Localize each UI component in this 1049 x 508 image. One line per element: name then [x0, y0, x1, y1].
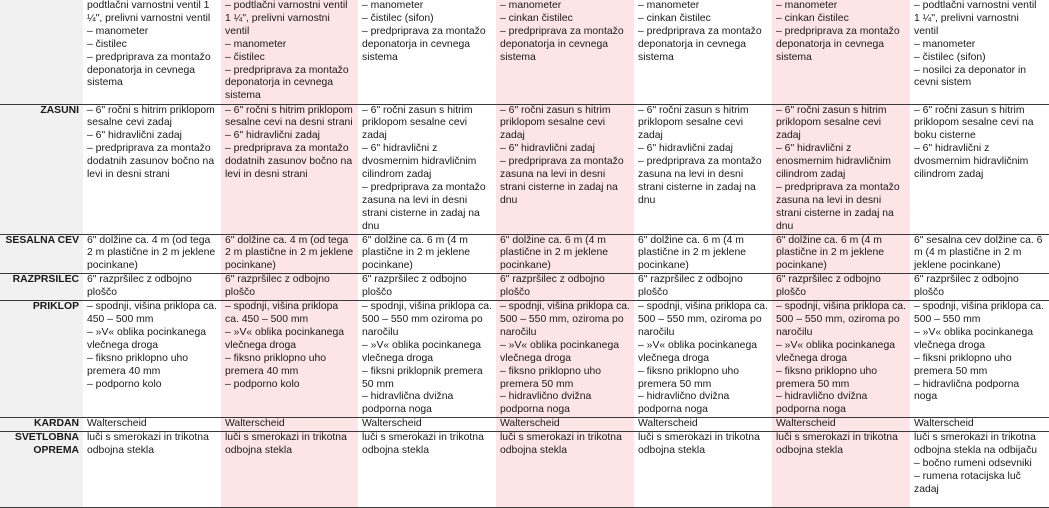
table-cell	[83, 418, 221, 432]
cell-line: – podtlačni varnostni ventil 1 ¼", prelivni varnostni ventil	[914, 0, 1037, 37]
table-cell	[496, 234, 634, 274]
cell-line: podtlačni varnostni ventil 1 ¼", prelivni varnostni ventil	[87, 0, 211, 24]
cell-line: – hidravlična dvižna podporna noga	[362, 391, 454, 416]
table-cell	[910, 104, 1049, 234]
cell-line: – manometer	[225, 38, 287, 50]
cell-line: – predpriprava za montažo zasuna na levi in desni strani cisterne in zadaj na dnu	[500, 156, 624, 206]
row-label: ZASUNI	[0, 104, 83, 234]
cell-line: – hidravlično dvižna podporna noga	[638, 391, 730, 416]
cell-line: – manometer	[362, 0, 424, 11]
cell-line: – spodnji, višina priklopa ca. 450 – 500 mm	[225, 301, 339, 325]
table-cell	[83, 432, 221, 508]
table-cell	[496, 104, 634, 234]
table-cell	[83, 0, 221, 104]
cell-line: – cinkan čistilec	[500, 12, 573, 24]
cell-line: – podporno kolo	[225, 378, 300, 390]
table-row	[0, 234, 1049, 274]
cell-line: – 6" ročni zasun s hitrim priklopom sesalne cevi zadaj	[500, 104, 611, 142]
table-cell	[221, 432, 358, 508]
cell-line: luči s smerokazi in trikotna odbojna stekla	[776, 432, 898, 457]
cell-line: – fiksno priklopno uho premera 40 mm	[87, 352, 189, 377]
cell-line: – čistilec (sifon)	[914, 51, 986, 63]
cell-line: luči s smerokazi in trikotna odbojna stekla	[500, 432, 622, 457]
table-row	[0, 301, 1049, 418]
cell-line: – 6" ročni zasun s hitrim priklopom sesalne cevi zadaj	[776, 104, 887, 142]
cell-line: – predpriprava za montažo deponatorja in cevnega sistema	[500, 25, 624, 63]
table-cell	[634, 301, 772, 418]
table-cell	[83, 274, 221, 301]
cell-line: 6" razpršilec z odbojno ploščo	[87, 274, 192, 299]
cell-line: Walterscheid	[225, 418, 285, 430]
cell-line: 6" razpršilec z odbojno ploščo	[225, 274, 330, 299]
cell-line: 6" razpršilec z odbojno ploščo	[362, 274, 467, 299]
table-cell	[772, 418, 910, 432]
table-cell	[772, 301, 910, 418]
cell-line: Walterscheid	[638, 418, 698, 430]
row-label: PRIKLOP	[0, 301, 83, 418]
cell-line: – hidravlično dvižna podporna noga	[776, 391, 868, 416]
cell-line: – bočno rumeni odsevniki	[914, 457, 1032, 469]
table-cell	[910, 0, 1049, 104]
cell-line: – 6" ročni zasun s hitrim priklopom sesalne cevi zadaj	[362, 104, 473, 142]
table-cell	[772, 274, 910, 301]
table-row	[0, 432, 1049, 508]
cell-line: – čistilec (sifon)	[362, 12, 434, 24]
cell-line: 6" dolžine ca. 4 m (od tega 2 m plastične in 2 m jeklene pocinkane)	[87, 234, 216, 272]
cell-line: – 6" ročni zasun s hitrim priklopom sesalne cevi na boku cisterne	[914, 104, 1034, 142]
table-cell	[910, 418, 1049, 432]
cell-line: – spodnji, višina priklopa ca. 500 – 550 mm, oziroma po naročilu	[776, 301, 906, 338]
cell-line: – predpriprava za montažo deponatorja in cevnega sistema	[776, 25, 900, 63]
table-cell	[496, 432, 634, 508]
table-cell	[910, 234, 1049, 274]
cell-line: – predpriprava za montažo dodatnih zasunov bočno na levi in desni strani	[225, 143, 353, 181]
cell-line: – spodnji, višina priklopa ca. 500 – 550 mm oziroma po naročilu	[362, 301, 492, 338]
table-cell	[221, 0, 358, 104]
cell-line: – cinkan čistilec	[776, 12, 849, 24]
cell-line: – predpriprava za montažo dodatnih zasunov bočno na levi in desni strani	[87, 143, 215, 181]
cell-line: – »V« oblika pocinkanega vlečnega droga	[500, 339, 620, 364]
cell-line: 6" razpršilec z odbojno ploščo	[638, 274, 743, 299]
table-cell	[496, 274, 634, 301]
cell-line: – fiksno priklopno uho premera 50 mm	[500, 365, 602, 390]
cell-line: – predpriprava za montažo zasuna na levi in desni strani cisterne in zadaj na dnu	[362, 181, 486, 232]
cell-line: luči s smerokazi in trikotna odbojna stekla	[362, 432, 484, 457]
table-cell	[358, 301, 496, 418]
cell-line: – predpriprava za montažo zasuna na levi in desni strani cisterne in zadaj na dnu	[638, 156, 762, 206]
table-cell	[772, 432, 910, 508]
cell-line: – fiksno priklopno uho premera 50 mm	[776, 365, 878, 390]
table-cell	[358, 104, 496, 234]
cell-line: Walterscheid	[500, 418, 560, 430]
cell-line: – podporno kolo	[87, 378, 162, 390]
cell-line: – »V« oblika pocinkanega vlečnega droga	[362, 339, 482, 364]
cell-line: – predpriprava za montažo zasuna na levi in desni strani cisterne in zadaj na dnu	[776, 181, 900, 232]
cell-line: – manometer	[776, 0, 838, 11]
cell-line: – 6" hidravlični z dvosmernim hidravličnim cilindrom zadaj	[914, 143, 1029, 181]
cell-line: 6" razpršilec z odbojno ploščo	[500, 274, 605, 299]
cell-line: – manometer	[500, 0, 562, 11]
table-cell	[772, 104, 910, 234]
table-cell	[221, 418, 358, 432]
table-cell	[83, 301, 221, 418]
cell-line: – manometer	[914, 38, 976, 50]
cell-line: – 6" hidravlični z dvosmernim hidravličnim cilindrom zadaj	[362, 143, 477, 181]
table-row	[0, 418, 1049, 432]
cell-line: 6" dolžine ca. 6 m (4 m plastične in 2 m jeklene pocinkane)	[776, 234, 885, 272]
table-cell	[83, 104, 221, 234]
row-label: KARDAN	[0, 418, 83, 432]
cell-line: luči s smerokazi in trikotna odbojna stekla	[225, 432, 347, 457]
row-label: SESALNA CEV	[0, 234, 83, 274]
cell-line: – čistilec	[225, 51, 265, 63]
table-cell	[221, 234, 358, 274]
cell-line: – 6" ročni s hitrim priklopom sesalne cevi na desni strani	[225, 104, 353, 129]
table-cell	[83, 234, 221, 274]
table-cell	[496, 301, 634, 418]
table-cell	[910, 301, 1049, 418]
table-cell	[634, 274, 772, 301]
table-cell	[358, 234, 496, 274]
cell-line: – 6" ročni s hitrim priklopom sesalne cevi zadaj	[87, 104, 215, 129]
table-cell	[358, 274, 496, 301]
cell-line: Walterscheid	[776, 418, 836, 430]
cell-line: – 6" hidravlični zadaj	[225, 130, 320, 142]
row-label: SVETLOBNA OPREMA	[0, 432, 83, 508]
cell-line: 6" dolžine ca. 6 m (4 m plastične in 2 m jeklene pocinkane)	[362, 234, 471, 272]
cell-line: Walterscheid	[362, 418, 422, 430]
table-cell	[358, 432, 496, 508]
cell-line: – »V« oblika pocinkanega vlečnega droga	[638, 339, 758, 364]
cell-line: – 6" hidravlični zadaj	[638, 143, 733, 155]
cell-line: – spodnji, višina priklopa ca. 500 – 550 mm, oziroma po naročilu	[638, 301, 768, 338]
cell-line: – nosilci za deponator in cevni sistem	[914, 64, 1027, 89]
cell-line: 6" razpršilec z odbojno ploščo	[776, 274, 881, 299]
table-cell	[634, 418, 772, 432]
cell-line: – fiksni priklopnik premera 50 mm	[362, 365, 483, 390]
table-cell	[221, 301, 358, 418]
table-cell	[496, 0, 634, 104]
table-row	[0, 104, 1049, 234]
table-cell	[634, 432, 772, 508]
cell-line: – manometer	[638, 0, 700, 11]
table-cell	[772, 234, 910, 274]
cell-line: – »V« oblika pocinkanega vlečnega droga	[776, 339, 896, 364]
table-cell	[910, 432, 1049, 508]
table-cell	[358, 418, 496, 432]
cell-line: – čistilec	[87, 38, 127, 50]
cell-line: – fiksno priklopno uho premera 40 mm	[225, 352, 327, 377]
cell-line: – »V« oblika pocinkanega vlečnega droga	[225, 326, 345, 351]
cell-line: – spodnji, višina priklopa ca. 450 – 500 mm	[87, 301, 217, 325]
cell-line: – hidravlična podporna noga	[914, 378, 1020, 403]
cell-line: – manometer	[87, 25, 149, 37]
cell-line: – fiksni priklopno uho premera 50 mm	[914, 352, 1012, 377]
cell-line: – »V« oblika pocinkanega vlečnega droga	[914, 326, 1034, 351]
cell-line: 6" dolžine ca. 6 m (4 m plastične in 2 m jeklene pocinkane)	[500, 234, 609, 272]
table-cell	[910, 274, 1049, 301]
cell-line: 6" razpršilec z odbojno ploščo	[914, 274, 1019, 299]
cell-line: – 6" hidravlični zadaj	[87, 130, 182, 142]
cell-line: – predpriprava za montažo deponatorja in cevnega sistema	[362, 25, 486, 63]
cell-line: – predpriprava za montažo deponatorja in cevnega sistema	[225, 64, 349, 102]
table-cell	[634, 104, 772, 234]
cell-line: – predpriprava za montažo deponatorja in cevnega sistema	[87, 51, 211, 89]
cell-line: 6" sesalna cev dolžine ca. 6 m (4 m plastične in 2 m jeklene pocinkane)	[914, 234, 1043, 272]
cell-line: – hidravlično dvižna podporna noga	[500, 391, 592, 416]
cell-line: – cinkan čistilec	[638, 12, 711, 24]
table-row	[0, 0, 1049, 104]
table-cell	[496, 418, 634, 432]
cell-line: – 6" hidravlični z enosmernim hidravličnim cilindrom zadaj	[776, 143, 891, 181]
cell-line: luči s smerokazi in trikotna odbojna stekla	[87, 432, 209, 457]
table-row	[0, 274, 1049, 301]
row-label	[0, 0, 83, 104]
cell-line: – fiksno priklopno uho premera 50 mm	[638, 365, 740, 390]
cell-line: – »V« oblika pocinkanega vlečnega droga	[87, 326, 207, 351]
table-cell	[221, 104, 358, 234]
cell-line: – rumena rotacijska luč zadaj	[914, 470, 1021, 495]
cell-line: 6" dolžine ca. 6 m (4 m plastične in 2 m jeklene pocinkane)	[638, 234, 747, 272]
cell-line: – spodnji, višina priklopa ca. 500 – 550 mm	[914, 301, 1044, 325]
cell-line: luči s smerokazi in trikotna odbojna stekla na odbijaču	[914, 432, 1038, 457]
table-cell	[634, 0, 772, 104]
table-cell	[634, 234, 772, 274]
table-cell	[358, 0, 496, 104]
table-cell	[772, 0, 910, 104]
cell-line: – 6" ročni zasun s hitrim priklopom sesalne cevi zadaj	[638, 104, 749, 142]
table-cell	[221, 274, 358, 301]
cell-line: 6" dolžine ca. 4 m (od tega 2 m plastične in 2 m jeklene pocinkane)	[225, 234, 354, 272]
cell-line: – 6" hidravlični zadaj	[500, 143, 595, 155]
cell-line: Walterscheid	[914, 418, 974, 430]
row-label: RAZPRŠILEC	[0, 274, 83, 301]
cell-line: Walterscheid	[87, 418, 147, 430]
cell-line: luči s smerokazi in trikotna odbojna stekla	[638, 432, 760, 457]
cell-line: – podtlačni varnostni ventil 1 ¼", prelivni varnostni ventil	[225, 0, 348, 37]
cell-line: – predpriprava za montažo deponatorja in cevnega sistema	[638, 25, 762, 63]
cell-line: – spodnji, višina priklopa ca. 500 – 550 mm, oziroma po naročilu	[500, 301, 630, 338]
